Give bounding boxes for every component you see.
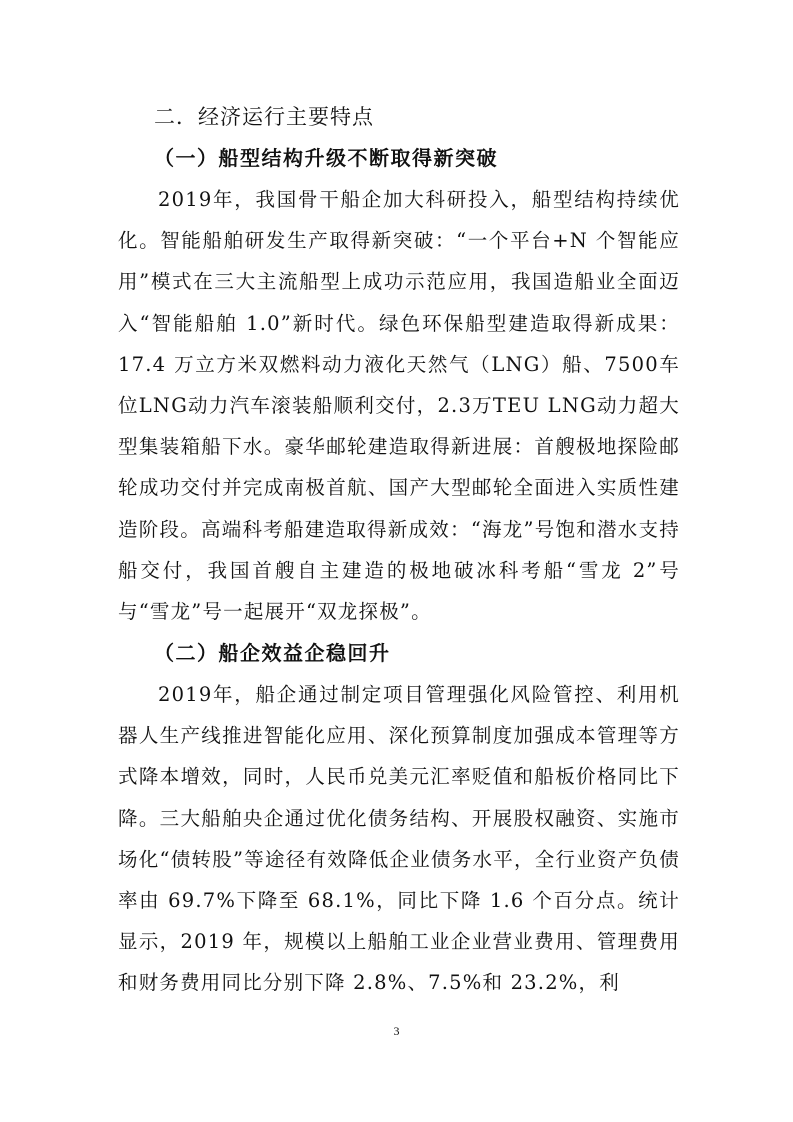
subsection-heading-2: （二）船企效益企稳回升 — [154, 641, 391, 665]
subsection-paragraph-2: 2019年，船企通过制定项目管理强化风险管控、利用机器人生产线推进智能化应用、深化预算制度加强成本管理等方式降本增效，同时，人民币兑美元汇率贬值和船板价格同比下降。三大船舶央企通过优化债务结构、开展股权融资、实施市场化“债转股”等途径有效降低企业债务水平，全行业资产负债率由 69.7%下降至 68.1%，同比下降 1.6 个百分点。统计显示，2019 年，规模以上船舶工业企业营业费用、管理费用和财务费用同比分别下降 2.8%、7.5%和 23.2%，利 — [118, 683, 680, 995]
subsection-heading-1: （一）船型结构升级不断取得新突破 — [154, 146, 498, 170]
section-heading: 二．经济运行主要特点 — [154, 105, 374, 129]
page-number: 3 — [393, 1024, 400, 1038]
subsection-paragraph-1: 2019年，我国骨干船企加大科研投入，船型结构持续优化。智能船舶研发生产取得新突破：“一个平台+N 个智能应用”模式在三大主流船型上成功示范应用，我国造船业全面迈入“智能船舶 1.0”新时代。绿色环保船型建造取得新成果：17.4 万立方米双燃料动力液化天然气（LNG）船、7500车位LNG动力汽车滚装船顺利交付，2.3万TEU LNG动力超大型集装箱船下水。豪华邮轮建造取得新进展：首艘极地探险邮轮成功交付并完成南极首航、国产大型邮轮全面进入实质性建造阶段。高端科考船建造取得新成效：“海龙”号饱和潜水支持船交付，我国首艘自主建造的极地破冰科考船“雪龙 2”号与“雪龙”号一起展开“双龙探极”。 — [118, 188, 680, 624]
